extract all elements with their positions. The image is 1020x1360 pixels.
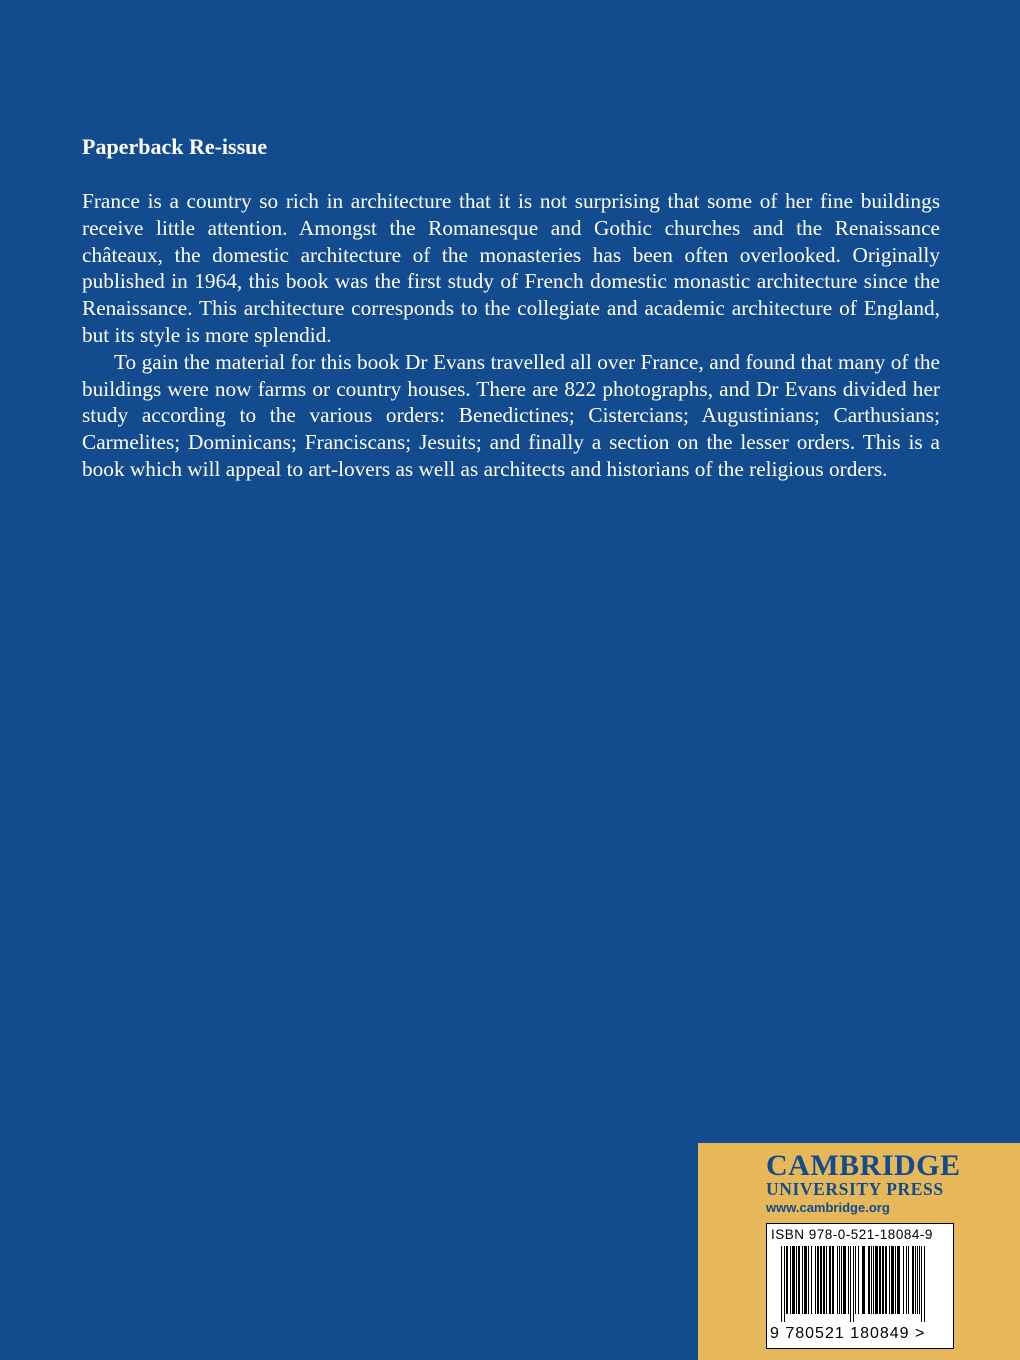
- blurb-paragraph-2: To gain the material for this book Dr Evans travelled all over France, and found that many of the buildings were now farms or country houses. There are 822 photographs, and Dr Evans divided her study according to the various orders: Benedictines; Cistercians; Augustinians; Carthusians; Carmelites; Dominicans; Franciscans; Jesuits; and finally a section on the lesser orders. This is a book which will appeal to art-lovers as well as architects and historians of the religious orders.: [82, 349, 940, 481]
- barcode-bar: [873, 1246, 874, 1314]
- barcode-bar: [798, 1246, 800, 1314]
- barcode-bar: [804, 1246, 807, 1314]
- barcode-bar: [903, 1246, 904, 1314]
- barcode-bar: [817, 1246, 819, 1314]
- barcode-bar: [924, 1246, 925, 1322]
- barcode-bar: [837, 1246, 838, 1314]
- publisher-url: www.cambridge.org: [766, 1200, 890, 1215]
- barcode-bar: [823, 1246, 825, 1314]
- barcode-bar: [879, 1246, 881, 1314]
- publisher-imprint-panel: [698, 1143, 1020, 1360]
- barcode-bar: [895, 1246, 896, 1314]
- ean-digits: 9 780521 180849 >: [770, 1325, 926, 1342]
- barcode-bar: [802, 1246, 803, 1314]
- barcode-bar: [811, 1246, 812, 1314]
- barcode-bar: [815, 1246, 816, 1314]
- isbn-barcode: [766, 1223, 954, 1349]
- barcode-bar: [796, 1246, 797, 1314]
- barcode-bar: [850, 1246, 851, 1322]
- barcode-bar: [919, 1246, 920, 1314]
- blurb-text: [82, 188, 940, 483]
- barcode-bar: [829, 1246, 831, 1314]
- barcode-bar: [848, 1246, 849, 1314]
- barcode-bar: [889, 1246, 890, 1314]
- barcode-bar: [792, 1246, 795, 1314]
- barcode-bar: [858, 1246, 859, 1314]
- barcode-bar: [875, 1246, 878, 1314]
- barcode-bar: [908, 1246, 909, 1314]
- blurb-paragraph-1: France is a country so rich in architecture that it is not surprising that some of her fine buildings receive little attention. Amongst the Romanesque and Gothic churches and the Renaissance châteaux, the domestic architecture of the monasteries has been often overlooked. Originally published in 1964, this book was the first study of French domestic monastic architecture since the Renaissance. This architecture corresponds to the collegiate and academic architecture of England, but its style is more splendid.: [82, 189, 940, 347]
- barcode-bar: [871, 1246, 872, 1314]
- isbn-label: ISBN 978-0-521-18084-9: [771, 1227, 933, 1242]
- barcode-bar: [912, 1246, 914, 1314]
- barcode-bar: [906, 1246, 907, 1314]
- barcode-bar: [917, 1246, 918, 1314]
- barcode-bar: [885, 1246, 887, 1314]
- barcode-bar: [891, 1246, 894, 1314]
- barcode-bar: [882, 1246, 884, 1314]
- blurb-heading: Paperback Re-issue: [82, 134, 268, 159]
- barcode-bar: [808, 1246, 809, 1314]
- barcode-bar: [839, 1246, 840, 1314]
- barcode-bar: [868, 1246, 870, 1314]
- barcode-bars-graphic: [767, 1244, 953, 1324]
- publisher-subtitle: UNIVERSITY PRESS: [766, 1179, 944, 1199]
- barcode-bar: [855, 1246, 856, 1314]
- barcode-bar: [826, 1246, 827, 1314]
- barcode-bar: [790, 1246, 791, 1314]
- barcode-bar: [781, 1246, 782, 1322]
- barcode-bar: [921, 1246, 922, 1322]
- publisher-name: CAMBRIDGE: [766, 1149, 961, 1182]
- barcode-bar: [897, 1246, 900, 1314]
- barcode-bar: [832, 1246, 834, 1314]
- barcode-bar: [786, 1246, 788, 1314]
- barcode-bar: [841, 1246, 842, 1314]
- barcode-bar: [820, 1246, 822, 1314]
- barcode-bar: [853, 1246, 854, 1322]
- barcode-bar: [862, 1246, 865, 1314]
- barcode-bar: [843, 1246, 846, 1314]
- barcode-bar: [784, 1246, 785, 1322]
- barcode-bar: [915, 1246, 916, 1314]
